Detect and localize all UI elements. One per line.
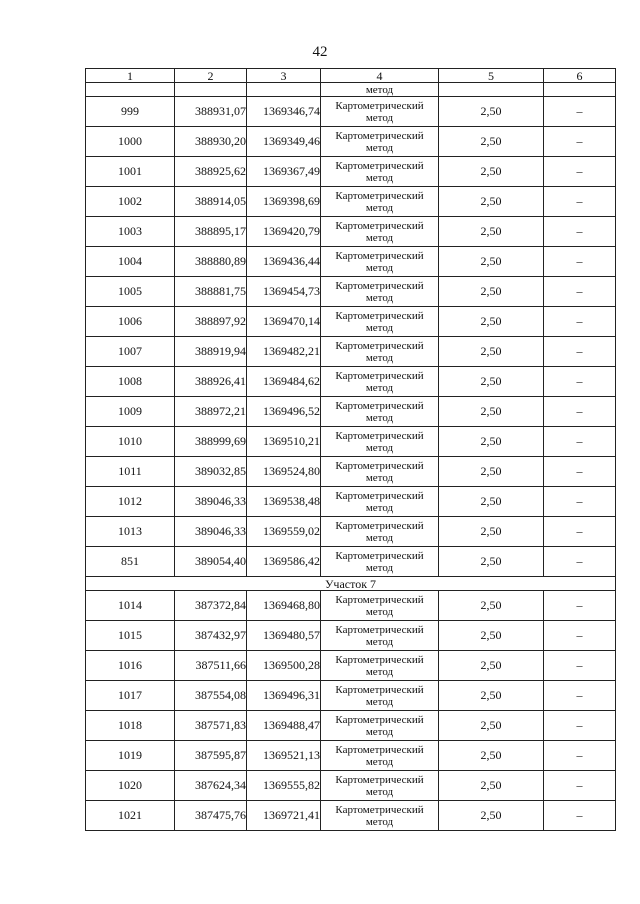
y-coordinate-cell: 1369454,73 [247, 277, 321, 307]
table-row [86, 517, 616, 547]
method-cell: Картометрический метод [321, 517, 439, 547]
table-row [86, 741, 616, 771]
table-row [86, 457, 616, 487]
method-cell: Картометрический метод [321, 771, 439, 801]
y-coordinate-cell: 1369524,80 [247, 457, 321, 487]
section-title: Участок 7 [86, 577, 616, 591]
note-cell: – [544, 591, 616, 621]
table-row [86, 157, 616, 187]
header-col-1: 1 [86, 69, 175, 83]
y-coordinate-cell: 1369482,21 [247, 337, 321, 367]
y-coordinate-cell: 1369367,49 [247, 157, 321, 187]
accuracy-cell: 2,50 [439, 457, 544, 487]
y-coordinate-cell: 1369470,14 [247, 307, 321, 337]
point-number-cell: 1004 [86, 247, 175, 277]
table-body [86, 83, 616, 831]
note-cell: – [544, 457, 616, 487]
point-number-cell: 1020 [86, 771, 175, 801]
header-col-5: 5 [439, 69, 544, 83]
table-row [86, 307, 616, 337]
x-coordinate-cell: 388930,20 [175, 127, 247, 157]
accuracy-cell: 2,50 [439, 187, 544, 217]
point-number-cell: 1002 [86, 187, 175, 217]
x-coordinate-cell: 387372,84 [175, 591, 247, 621]
header-col-4: 4 [321, 69, 439, 83]
y-coordinate-cell: 1369496,52 [247, 397, 321, 427]
note-cell: – [544, 621, 616, 651]
y-coordinate-cell: 1369480,57 [247, 621, 321, 651]
header-col-3: 3 [247, 69, 321, 83]
y-coordinate-cell: 1369398,69 [247, 187, 321, 217]
point-number-cell: 1006 [86, 307, 175, 337]
point-number-cell: 1021 [86, 801, 175, 831]
point-number-cell: 1008 [86, 367, 175, 397]
method-cell: Картометрический метод [321, 307, 439, 337]
y-coordinate-cell: 1369346,74 [247, 97, 321, 127]
accuracy-cell: 2,50 [439, 547, 544, 577]
table-row [86, 681, 616, 711]
table-row [86, 771, 616, 801]
point-number-cell: 1003 [86, 217, 175, 247]
x-coordinate-cell: 387475,76 [175, 801, 247, 831]
accuracy-cell: 2,50 [439, 621, 544, 651]
accuracy-cell: 2,50 [439, 591, 544, 621]
note-cell: – [544, 427, 616, 457]
y-coordinate-cell: 1369538,48 [247, 487, 321, 517]
method-cell: Картометрический метод [321, 247, 439, 277]
y-coordinate-cell: 1369468,80 [247, 591, 321, 621]
method-cell: Картометрический метод [321, 217, 439, 247]
x-coordinate-cell: 388999,69 [175, 427, 247, 457]
accuracy-cell: 2,50 [439, 307, 544, 337]
method-cell: Картометрический метод [321, 457, 439, 487]
table-row [86, 487, 616, 517]
note-cell: – [544, 97, 616, 127]
accuracy-cell: 2,50 [439, 711, 544, 741]
accuracy-cell: 2,50 [439, 487, 544, 517]
header-col-2: 2 [175, 69, 247, 83]
accuracy-cell: 2,50 [439, 397, 544, 427]
y-coordinate-cell: 1369484,62 [247, 367, 321, 397]
note-cell: – [544, 801, 616, 831]
note-cell: – [544, 187, 616, 217]
coordinates-table [85, 68, 616, 831]
x-coordinate-cell: 388919,94 [175, 337, 247, 367]
method-cell: Картометрический метод [321, 621, 439, 651]
x-coordinate-cell: 388931,07 [175, 97, 247, 127]
table-row [86, 591, 616, 621]
y-coordinate-cell: 1369510,21 [247, 427, 321, 457]
note-cell: – [544, 217, 616, 247]
note-cell: – [544, 711, 616, 741]
table-row [86, 127, 616, 157]
point-number-cell: 1005 [86, 277, 175, 307]
x-coordinate-cell: 389032,85 [175, 457, 247, 487]
table-row [86, 97, 616, 127]
x-coordinate-cell: 389046,33 [175, 517, 247, 547]
note-cell: – [544, 307, 616, 337]
x-coordinate-cell: 389054,40 [175, 547, 247, 577]
page-number: 42 [312, 44, 328, 60]
note-cell: – [544, 157, 616, 187]
note-cell: – [544, 277, 616, 307]
point-number-cell: 1015 [86, 621, 175, 651]
table-row [86, 711, 616, 741]
x-coordinate-cell: 388895,17 [175, 217, 247, 247]
note-cell: – [544, 127, 616, 157]
y-coordinate-cell: 1369721,41 [247, 801, 321, 831]
method-cell: Картометрический метод [321, 487, 439, 517]
point-number-cell: 1017 [86, 681, 175, 711]
note-cell: – [544, 681, 616, 711]
y-coordinate-cell: 1369496,31 [247, 681, 321, 711]
accuracy-cell: 2,50 [439, 337, 544, 367]
note-cell: – [544, 247, 616, 277]
table-row [86, 277, 616, 307]
point-number-cell: 1012 [86, 487, 175, 517]
note-cell: – [544, 771, 616, 801]
accuracy-cell: 2,50 [439, 97, 544, 127]
method-cell: Картометрический метод [321, 711, 439, 741]
x-coordinate-cell: 389046,33 [175, 487, 247, 517]
table-row [86, 651, 616, 681]
note-cell: – [544, 517, 616, 547]
method-cell: Картометрический метод [321, 187, 439, 217]
accuracy-cell: 2,50 [439, 277, 544, 307]
table-row [86, 621, 616, 651]
table-row [86, 547, 616, 577]
table-row [86, 337, 616, 367]
table-row [86, 217, 616, 247]
x-coordinate-cell: 387571,83 [175, 711, 247, 741]
x-coordinate-cell: 388897,92 [175, 307, 247, 337]
accuracy-cell: 2,50 [439, 801, 544, 831]
y-coordinate-cell: 1369488,47 [247, 711, 321, 741]
x-coordinate-cell: 387554,08 [175, 681, 247, 711]
y-coordinate-cell: 1369500,28 [247, 651, 321, 681]
point-number-cell: 1010 [86, 427, 175, 457]
point-number-cell: 851 [86, 547, 175, 577]
section-row [86, 577, 616, 591]
continuation-row [86, 83, 616, 97]
x-coordinate-cell: 387595,87 [175, 741, 247, 771]
note-cell: – [544, 487, 616, 517]
table-row [86, 187, 616, 217]
y-coordinate-cell: 1369586,42 [247, 547, 321, 577]
method-cell: Картометрический метод [321, 547, 439, 577]
table-row [86, 367, 616, 397]
method-cell: Картометрический метод [321, 801, 439, 831]
accuracy-cell: 2,50 [439, 367, 544, 397]
method-cell: Картометрический метод [321, 277, 439, 307]
point-number-cell: 1013 [86, 517, 175, 547]
y-coordinate-cell: 1369559,02 [247, 517, 321, 547]
method-cell: Картометрический метод [321, 367, 439, 397]
accuracy-cell: 2,50 [439, 651, 544, 681]
accuracy-cell: 2,50 [439, 741, 544, 771]
point-number-cell: 1001 [86, 157, 175, 187]
y-coordinate-cell: 1369349,46 [247, 127, 321, 157]
x-coordinate-cell: 388926,41 [175, 367, 247, 397]
method-cell: Картометрический метод [321, 397, 439, 427]
note-cell: – [544, 367, 616, 397]
continuation-text: метод [321, 83, 439, 97]
x-coordinate-cell: 388925,62 [175, 157, 247, 187]
point-number-cell: 1009 [86, 397, 175, 427]
table-row [86, 427, 616, 457]
method-cell: Картометрический метод [321, 651, 439, 681]
point-number-cell: 1016 [86, 651, 175, 681]
table-row [86, 801, 616, 831]
x-coordinate-cell: 388914,05 [175, 187, 247, 217]
accuracy-cell: 2,50 [439, 247, 544, 277]
x-coordinate-cell: 387624,34 [175, 771, 247, 801]
y-coordinate-cell: 1369521,13 [247, 741, 321, 771]
x-coordinate-cell: 388880,89 [175, 247, 247, 277]
x-coordinate-cell: 388881,75 [175, 277, 247, 307]
accuracy-cell: 2,50 [439, 127, 544, 157]
note-cell: – [544, 741, 616, 771]
y-coordinate-cell: 1369555,82 [247, 771, 321, 801]
point-number-cell: 1000 [86, 127, 175, 157]
accuracy-cell: 2,50 [439, 157, 544, 187]
method-cell: Картометрический метод [321, 97, 439, 127]
point-number-cell: 1018 [86, 711, 175, 741]
x-coordinate-cell: 387511,66 [175, 651, 247, 681]
table-row [86, 247, 616, 277]
accuracy-cell: 2,50 [439, 217, 544, 247]
method-cell: Картометрический метод [321, 127, 439, 157]
accuracy-cell: 2,50 [439, 517, 544, 547]
y-coordinate-cell: 1369420,79 [247, 217, 321, 247]
note-cell: – [544, 397, 616, 427]
note-cell: – [544, 547, 616, 577]
method-cell: Картометрический метод [321, 741, 439, 771]
accuracy-cell: 2,50 [439, 771, 544, 801]
method-cell: Картометрический метод [321, 591, 439, 621]
point-number-cell: 999 [86, 97, 175, 127]
x-coordinate-cell: 387432,97 [175, 621, 247, 651]
method-cell: Картометрический метод [321, 681, 439, 711]
method-cell: Картометрический метод [321, 427, 439, 457]
note-cell: – [544, 337, 616, 367]
point-number-cell: 1007 [86, 337, 175, 367]
header-col-6: 6 [544, 69, 616, 83]
point-number-cell: 1019 [86, 741, 175, 771]
x-coordinate-cell: 388972,21 [175, 397, 247, 427]
accuracy-cell: 2,50 [439, 427, 544, 457]
table-row [86, 397, 616, 427]
point-number-cell: 1014 [86, 591, 175, 621]
method-cell: Картометрический метод [321, 337, 439, 367]
accuracy-cell: 2,50 [439, 681, 544, 711]
method-cell: Картометрический метод [321, 157, 439, 187]
y-coordinate-cell: 1369436,44 [247, 247, 321, 277]
header-row [86, 69, 616, 83]
note-cell: – [544, 651, 616, 681]
point-number-cell: 1011 [86, 457, 175, 487]
